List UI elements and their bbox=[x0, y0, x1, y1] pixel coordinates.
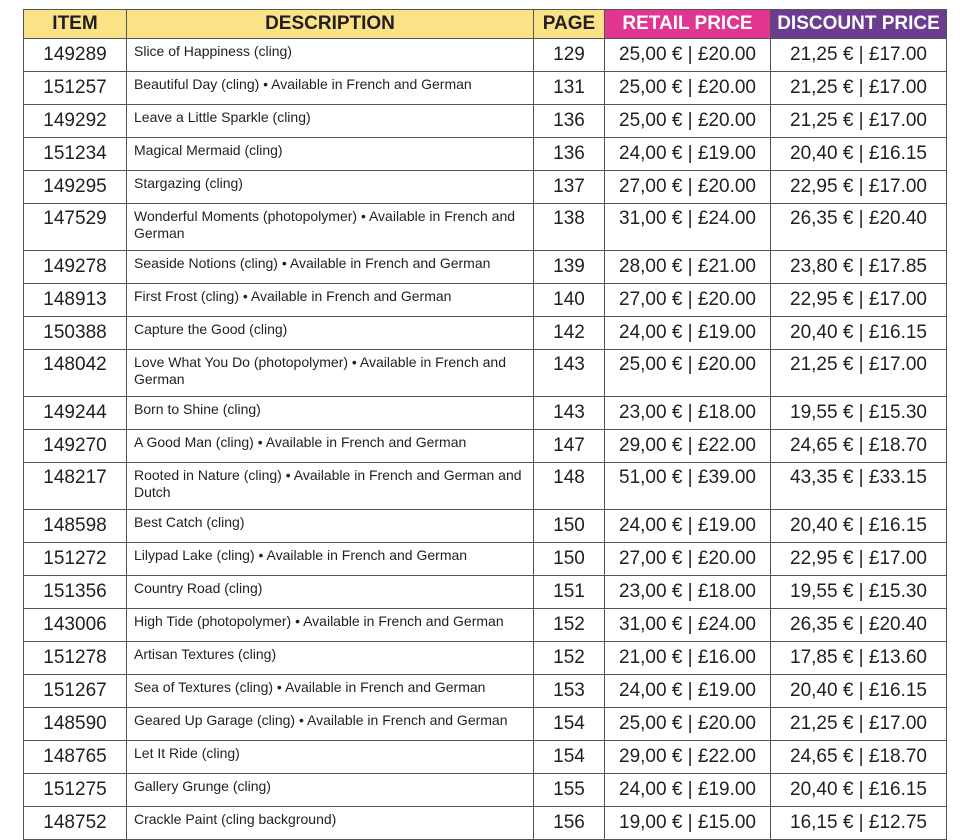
description: Wonderful Moments (photopolymer) • Available in French and German bbox=[127, 204, 534, 251]
discount-price: 21,25 € | £17.00 bbox=[771, 39, 947, 72]
description: Leave a Little Sparkle (cling) bbox=[127, 105, 534, 138]
item-number: 151267 bbox=[24, 675, 127, 708]
description: Born to Shine (cling) bbox=[127, 397, 534, 430]
item-number: 147529 bbox=[24, 204, 127, 251]
description: Love What You Do (photopolymer) • Available in French and German bbox=[127, 350, 534, 397]
item-number: 151356 bbox=[24, 576, 127, 609]
item-number: 143006 bbox=[24, 609, 127, 642]
retail-price: 24,00 € | £19.00 bbox=[605, 317, 771, 350]
page-number: 154 bbox=[534, 741, 605, 774]
header-row bbox=[24, 10, 947, 39]
page-number: 139 bbox=[534, 251, 605, 284]
page-number: 152 bbox=[534, 642, 605, 675]
page-number: 140 bbox=[534, 284, 605, 317]
discount-price: 22,95 € | £17.00 bbox=[771, 543, 947, 576]
description: First Frost (cling) • Available in French and German bbox=[127, 284, 534, 317]
retail-price: 24,00 € | £19.00 bbox=[605, 774, 771, 807]
item-number: 148217 bbox=[24, 463, 127, 510]
page-number: 143 bbox=[534, 350, 605, 397]
table-row bbox=[24, 317, 947, 350]
retail-price: 27,00 € | £20.00 bbox=[605, 543, 771, 576]
page-number: 136 bbox=[534, 105, 605, 138]
table-row bbox=[24, 105, 947, 138]
discount-price: 17,85 € | £13.60 bbox=[771, 642, 947, 675]
retail-price: 27,00 € | £20.00 bbox=[605, 171, 771, 204]
discount-price: 20,40 € | £16.15 bbox=[771, 774, 947, 807]
description: High Tide (photopolymer) • Available in French and German bbox=[127, 609, 534, 642]
retail-price: 31,00 € | £24.00 bbox=[605, 609, 771, 642]
page-number: 138 bbox=[534, 204, 605, 251]
page-number: 156 bbox=[534, 807, 605, 840]
item-number: 151257 bbox=[24, 72, 127, 105]
discount-price: 16,15 € | £12.75 bbox=[771, 807, 947, 840]
retail-price: 27,00 € | £20.00 bbox=[605, 284, 771, 317]
description: Geared Up Garage (cling) • Available in French and German bbox=[127, 708, 534, 741]
discount-price: 24,65 € | £18.70 bbox=[771, 430, 947, 463]
description: Gallery Grunge (cling) bbox=[127, 774, 534, 807]
discount-price: 22,95 € | £17.00 bbox=[771, 171, 947, 204]
discount-price: 20,40 € | £16.15 bbox=[771, 317, 947, 350]
column-header-description: DESCRIPTION bbox=[127, 10, 534, 39]
table-row bbox=[24, 39, 947, 72]
table-row bbox=[24, 543, 947, 576]
discount-price: 19,55 € | £15.30 bbox=[771, 397, 947, 430]
description: Country Road (cling) bbox=[127, 576, 534, 609]
discount-price: 22,95 € | £17.00 bbox=[771, 284, 947, 317]
table-row bbox=[24, 708, 947, 741]
table-row bbox=[24, 284, 947, 317]
item-number: 148598 bbox=[24, 510, 127, 543]
retail-price: 25,00 € | £20.00 bbox=[605, 105, 771, 138]
discount-price: 20,40 € | £16.15 bbox=[771, 675, 947, 708]
table-row bbox=[24, 171, 947, 204]
table-row bbox=[24, 510, 947, 543]
item-number: 149270 bbox=[24, 430, 127, 463]
page-number: 154 bbox=[534, 708, 605, 741]
item-number: 148752 bbox=[24, 807, 127, 840]
description: Artisan Textures (cling) bbox=[127, 642, 534, 675]
retail-price: 51,00 € | £39.00 bbox=[605, 463, 771, 510]
item-number: 149278 bbox=[24, 251, 127, 284]
page-number: 137 bbox=[534, 171, 605, 204]
discount-price: 20,40 € | £16.15 bbox=[771, 138, 947, 171]
retail-price: 24,00 € | £19.00 bbox=[605, 138, 771, 171]
description: Beautiful Day (cling) • Available in French and German bbox=[127, 72, 534, 105]
item-number: 151234 bbox=[24, 138, 127, 171]
price-table bbox=[23, 9, 947, 840]
table-row bbox=[24, 741, 947, 774]
page-number: 150 bbox=[534, 510, 605, 543]
retail-price: 25,00 € | £20.00 bbox=[605, 350, 771, 397]
page-number: 142 bbox=[534, 317, 605, 350]
table-row bbox=[24, 609, 947, 642]
item-number: 149295 bbox=[24, 171, 127, 204]
page-number: 153 bbox=[534, 675, 605, 708]
table-row bbox=[24, 675, 947, 708]
retail-price: 23,00 € | £18.00 bbox=[605, 397, 771, 430]
discount-price: 20,40 € | £16.15 bbox=[771, 510, 947, 543]
page-number: 151 bbox=[534, 576, 605, 609]
discount-price: 26,35 € | £20.40 bbox=[771, 609, 947, 642]
discount-price: 23,80 € | £17.85 bbox=[771, 251, 947, 284]
item-number: 148590 bbox=[24, 708, 127, 741]
table-row bbox=[24, 430, 947, 463]
page-number: 147 bbox=[534, 430, 605, 463]
column-header-discount-price: DISCOUNT PRICE bbox=[771, 10, 947, 39]
table-row bbox=[24, 397, 947, 430]
page-number: 155 bbox=[534, 774, 605, 807]
description: Stargazing (cling) bbox=[127, 171, 534, 204]
item-number: 150388 bbox=[24, 317, 127, 350]
description: Sea of Textures (cling) • Available in French and German bbox=[127, 675, 534, 708]
discount-price: 26,35 € | £20.40 bbox=[771, 204, 947, 251]
discount-price: 43,35 € | £33.15 bbox=[771, 463, 947, 510]
description: Capture the Good (cling) bbox=[127, 317, 534, 350]
page-number: 129 bbox=[534, 39, 605, 72]
page-number: 131 bbox=[534, 72, 605, 105]
column-header-page: PAGE bbox=[534, 10, 605, 39]
table-row bbox=[24, 138, 947, 171]
item-number: 151275 bbox=[24, 774, 127, 807]
retail-price: 28,00 € | £21.00 bbox=[605, 251, 771, 284]
retail-price: 21,00 € | £16.00 bbox=[605, 642, 771, 675]
retail-price: 19,00 € | £15.00 bbox=[605, 807, 771, 840]
item-number: 149244 bbox=[24, 397, 127, 430]
retail-price: 29,00 € | £22.00 bbox=[605, 430, 771, 463]
discount-price: 19,55 € | £15.30 bbox=[771, 576, 947, 609]
description: Rooted in Nature (cling) • Available in French and German and Dutch bbox=[127, 463, 534, 510]
description: Magical Mermaid (cling) bbox=[127, 138, 534, 171]
description: Seaside Notions (cling) • Available in French and German bbox=[127, 251, 534, 284]
description: A Good Man (cling) • Available in French and German bbox=[127, 430, 534, 463]
item-number: 149289 bbox=[24, 39, 127, 72]
retail-price: 25,00 € | £20.00 bbox=[605, 708, 771, 741]
retail-price: 24,00 € | £19.00 bbox=[605, 510, 771, 543]
page-number: 136 bbox=[534, 138, 605, 171]
discount-price: 21,25 € | £17.00 bbox=[771, 350, 947, 397]
description: Lilypad Lake (cling) • Available in French and German bbox=[127, 543, 534, 576]
item-number: 148913 bbox=[24, 284, 127, 317]
description: Crackle Paint (cling background) bbox=[127, 807, 534, 840]
discount-price: 24,65 € | £18.70 bbox=[771, 741, 947, 774]
retail-price: 29,00 € | £22.00 bbox=[605, 741, 771, 774]
column-header-retail-price: RETAIL PRICE bbox=[605, 10, 771, 39]
item-number: 148042 bbox=[24, 350, 127, 397]
page-number: 148 bbox=[534, 463, 605, 510]
discount-price: 21,25 € | £17.00 bbox=[771, 72, 947, 105]
table-row bbox=[24, 576, 947, 609]
page-number: 143 bbox=[534, 397, 605, 430]
description: Let It Ride (cling) bbox=[127, 741, 534, 774]
table-row bbox=[24, 350, 947, 397]
table-row bbox=[24, 204, 947, 251]
item-number: 151278 bbox=[24, 642, 127, 675]
discount-price: 21,25 € | £17.00 bbox=[771, 708, 947, 741]
discount-price: 21,25 € | £17.00 bbox=[771, 105, 947, 138]
item-number: 151272 bbox=[24, 543, 127, 576]
table-row bbox=[24, 807, 947, 840]
retail-price: 23,00 € | £18.00 bbox=[605, 576, 771, 609]
page-number: 150 bbox=[534, 543, 605, 576]
retail-price: 25,00 € | £20.00 bbox=[605, 72, 771, 105]
description: Slice of Happiness (cling) bbox=[127, 39, 534, 72]
table-row bbox=[24, 72, 947, 105]
retail-price: 24,00 € | £19.00 bbox=[605, 675, 771, 708]
table-row bbox=[24, 463, 947, 510]
table-body bbox=[24, 39, 947, 840]
item-number: 148765 bbox=[24, 741, 127, 774]
description: Best Catch (cling) bbox=[127, 510, 534, 543]
page-number: 152 bbox=[534, 609, 605, 642]
table-row bbox=[24, 774, 947, 807]
item-number: 149292 bbox=[24, 105, 127, 138]
retail-price: 25,00 € | £20.00 bbox=[605, 39, 771, 72]
table-row bbox=[24, 251, 947, 284]
retail-price: 31,00 € | £24.00 bbox=[605, 204, 771, 251]
table-row bbox=[24, 642, 947, 675]
column-header-item: ITEM bbox=[24, 10, 127, 39]
